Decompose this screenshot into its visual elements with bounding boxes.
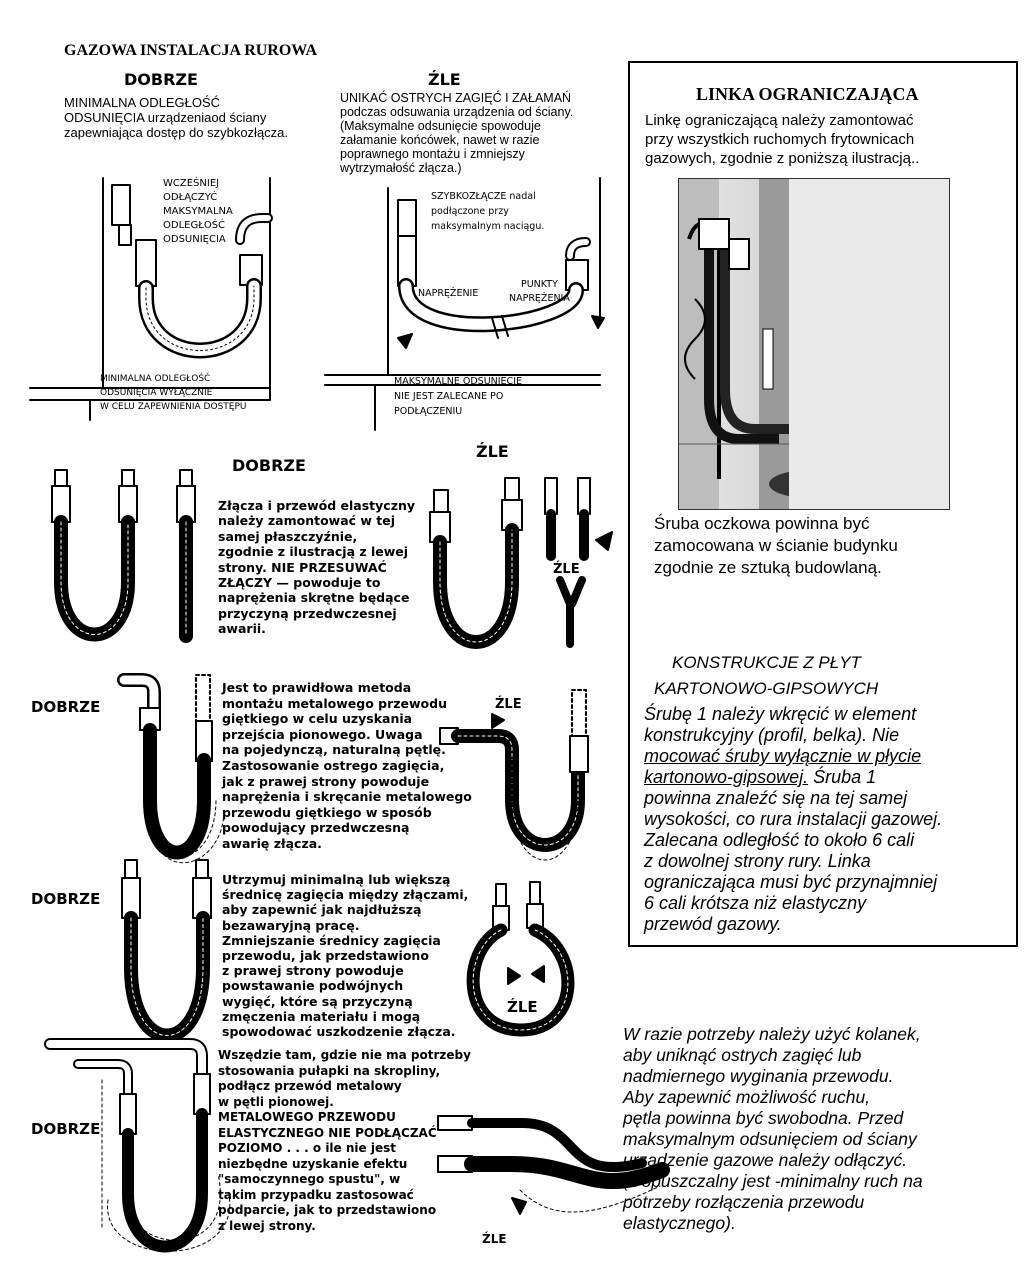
drywall-title-2: KARTONOWO-GIPSOWYCH bbox=[654, 679, 879, 698]
section1-bad-fig-bottom: MAKSYMALNE ODSUNIĘCIE NIE JEST ZALECANE PO PODŁĄCZENIU bbox=[394, 376, 522, 417]
drywall-title-1: KONSTRUKCJE Z PŁYT bbox=[672, 653, 861, 672]
section1-bad-label: ŹLE bbox=[428, 70, 461, 89]
section1-bad-fig-points: PUNKTY NAPRĘŻENIA bbox=[509, 279, 570, 304]
section4-text: Utrzymuj minimalną lub większą średnicę zagięcia między złączami, aby zapewnić jak najdłuższą bezawaryjną pracę. Zmniejszanie średnicy zagięcia przewodu, jak przedstawiono z prawej strony powoduje powstawanie podwójnych wygięć, które są przyczyną zmęczenia materiału i mogą spowodować uszkodzenie złącza. bbox=[222, 872, 469, 1040]
restraint-title: LINKA OGRANICZAJĄCA bbox=[696, 84, 919, 104]
fryer-restraint-drawing bbox=[679, 179, 949, 509]
section3-good-label: DOBRZE bbox=[31, 698, 101, 716]
page-title: GAZOWA INSTALACJA RUROWA bbox=[64, 42, 318, 59]
figure-good-same-plane bbox=[52, 470, 195, 636]
section2-good-label: DOBRZE bbox=[232, 456, 306, 475]
restraint-caption: Śruba oczkowa powinna być zamocowana w ścianie budynku zgodnie ze sztuką budowlaną. bbox=[654, 514, 898, 577]
figure-good-vertical-transition bbox=[124, 675, 224, 863]
section1-bad-fig-note: SZYBKOZŁĄCZE nadal podłączone przy maksymalnym naciągu. bbox=[431, 191, 545, 232]
drywall-text-b: Śruba 1 powinna znaleźć się na tej samej wysokości, co rura instalacji gazowej. Zalecana odległość to około 6 cali z dowolnej strony rury. Linka ograniczająca musi być przynajmniej 6 cali krótsza niż elastyczny przewód gazowy. bbox=[644, 767, 943, 934]
note-text: W razie potrzeby należy użyć kolanek, aby uniknąć ostrych zagięć lub nadmiernego wyginania przewodu. Aby zapewnić możliwość ruchu, pętla powinna być swobodna. Przed maksymalnym odsunięciem od ściany urządzenie gazowe należy odłączyć. (Dopuszczalny jest -minimalny ruch na potrzeby rozłączenia przewodu elastycznego). bbox=[623, 1024, 923, 1233]
section1-good-label: DOBRZE bbox=[124, 70, 198, 89]
section1-good-fig-bottom: MINIMALNA ODLEGŁOŚĆ ODSUNIĘCIA WYŁĄCZNIE W CELU ZAPEWNIENIA DOSTĘPU bbox=[100, 374, 247, 412]
section1-good-text: MINIMALNA ODLEGŁOŚĆ ODSUNIĘCIA urządzeniaod ściany zapewniająca dostęp do szybkozłącza. bbox=[64, 95, 289, 140]
drywall-text-a: Śrubę 1 należy wkręcić w element konstrukcyjny (profil, belka). Nie bbox=[644, 704, 917, 745]
drywall-text bbox=[644, 704, 1004, 935]
section4-bad-label: ŹLE bbox=[507, 998, 538, 1016]
section5-text: Wszędzie tam, gdzie nie ma potrzeby stosowania pułapki na skropliny, podłącz przewód metalowy w pętli pionowej. METALOWEGO PRZEWODU ELASTYCZNEGO NIE PODŁĄCZAĆ POZIOMO . . . o ile nie jest niezbędne uzyskanie efektu "samoczynnego spustu", w takim przypadku zastosować podparcie, jak to przedstawiono z lewej strony. bbox=[218, 1048, 471, 1233]
section3-bad-label: ŹLE bbox=[495, 697, 522, 712]
section1-bad-text: UNIKAĆ OSTRYCH ZAGIĘĆ I ZAŁAMAŃ podczas odsuwania urządzenia od ściany. (Maksymalne odsunięcie spowoduje załamanie końcówek, nawet w razie poprawnego montażu i zmniejszy wytrzymałość złącza.) bbox=[340, 91, 574, 175]
section5-good-label: DOBRZE bbox=[31, 1120, 101, 1138]
restraint-photo bbox=[678, 178, 950, 510]
figure-good-bend-radius bbox=[122, 860, 211, 1036]
restraint-text: Linkę ograniczającą należy zamontować przy wszystkich ruchomych frytownicach gazowych, zgodnie z poniższą ilustracją.. bbox=[645, 112, 920, 167]
section2-text: Złącza i przewód elastyczny należy zamontować w tej samej płaszczyźnie, zgodnie z ilustracją z lewej strony. NIE PRZESUWAĆ ZŁĄCZY — powoduje to naprężenia skrętne będące przyczyną przedwczesnej awarii. bbox=[218, 498, 416, 637]
section3-text: Jest to prawidłowa metoda montażu metalowego przewodu giętkiego w celu uzyskania przejścia pionowego. Uwaga na pojedynczą, naturalną pętlę. Zastosowanie ostrego zagięcia, jak z prawej strony powoduje naprężenia i skręcanie metalowego przewodu giętkiego w sposób powodujący przedwczesną awarię złącza. bbox=[222, 680, 472, 851]
section4-good-label: DOBRZE bbox=[31, 890, 101, 908]
section1-bad-fig-tension: NAPRĘŻENIE bbox=[418, 288, 479, 299]
figure-good-vertical-loop bbox=[50, 1044, 230, 1251]
drywall-text-underlined: mocować śruby wyłącznie w płycie kartonowo-gipsowej. bbox=[644, 746, 922, 787]
section1-good-fig-note: WCZEŚNIEJ ODŁĄCZYĆ MAKSYMALNA ODLEGŁOŚĆ ODSUNIĘCIA bbox=[163, 178, 233, 245]
section5-bad-label: ŹLE bbox=[482, 1232, 507, 1246]
section2-bad-label: ŹLE bbox=[476, 442, 509, 461]
figure-bad-twisted bbox=[430, 478, 612, 644]
section2-bad-label-2: ŹLE bbox=[553, 562, 580, 577]
